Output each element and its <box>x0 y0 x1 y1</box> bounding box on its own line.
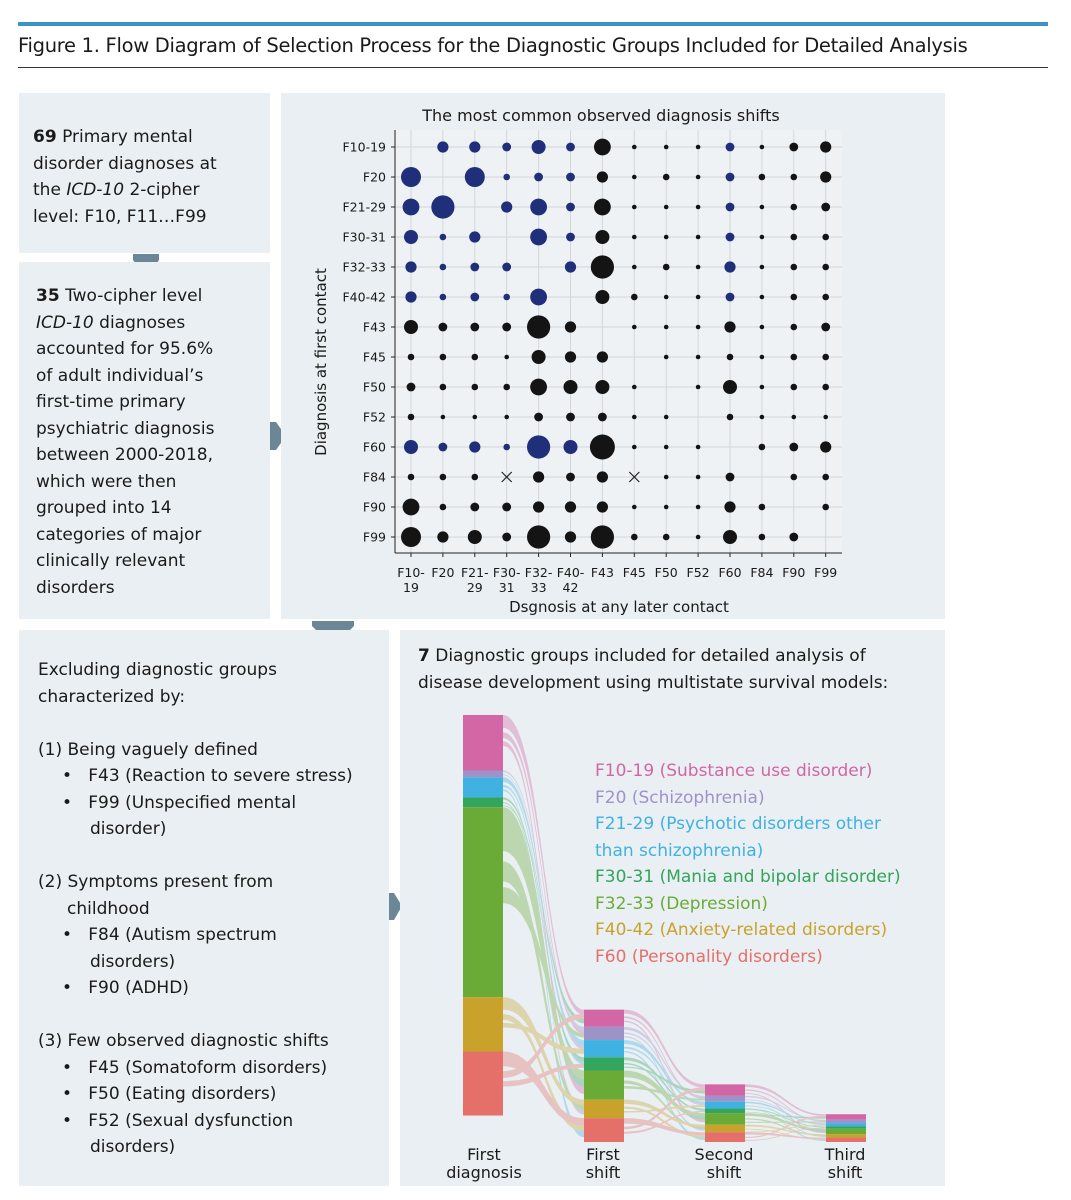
sankey-legend <box>595 758 901 970</box>
exclusion-item-f84: F84 (Autism spectrum <box>88 925 277 945</box>
x-tick-label: F43 <box>590 565 614 580</box>
x-tick-label: F21- <box>460 565 489 580</box>
exclusion-item-f99-cont: disorder) <box>90 819 167 839</box>
x-axis-label: Dsgnosis at any later contact <box>509 598 729 616</box>
sankey-node <box>463 715 503 771</box>
exclusion-item-f52-cont: disorders) <box>90 1137 176 1157</box>
sankey-node <box>584 1071 624 1100</box>
x-tick-label: F40- <box>556 565 585 580</box>
sankey-node <box>705 1096 745 1102</box>
stage-label-first-diagnosis <box>429 1146 539 1182</box>
y-axis-label: Diagnosis at first contact <box>312 268 330 456</box>
legend-item: F30-31 (Mania and bipolar disorder) <box>595 867 901 887</box>
y-tick-label: F99 <box>362 529 386 545</box>
stage-0-line2: diagnosis <box>446 1163 522 1182</box>
x-tick-label-line2: 42 <box>562 580 579 595</box>
stage-label-third-shift <box>790 1146 900 1182</box>
exclusion-group-2-heading: (2) Symptoms present from <box>38 872 274 892</box>
y-tick-label: F10-19 <box>342 139 386 155</box>
sankey-node <box>705 1102 745 1109</box>
legend-item-cont: than schizophrenia) <box>595 840 764 861</box>
primary-count: 69 <box>33 127 57 147</box>
bullet-icon: • <box>62 766 73 786</box>
y-tick-label: F45 <box>362 349 386 365</box>
figure-title: Figure 1. Flow Diagram of Selection Process for the Diagnostic Groups Included for Detailed Analysis <box>18 34 968 57</box>
box2-line1: Two-cipher level <box>59 286 203 306</box>
sankey-node <box>584 1100 624 1119</box>
x-tick-label: F45 <box>622 565 646 580</box>
bullet-icon: • <box>62 1110 73 1131</box>
box1-line3a: the <box>33 180 67 200</box>
box2-line5: first-time primary <box>36 392 186 412</box>
stage-label-second-shift <box>669 1146 779 1182</box>
sankey-node <box>463 997 503 1051</box>
stage-2-line2: shift <box>706 1163 742 1182</box>
box2-line6: psychiatric diagnosis <box>36 418 215 439</box>
included-line1: Diagnostic groups included for detailed analysis of <box>429 646 866 666</box>
sankey-flow <box>745 1084 826 1116</box>
exclusion-item-f52: F52 (Sexual dysfunction <box>88 1110 294 1131</box>
y-tick-label: F21-29 <box>342 199 386 215</box>
box2-line3: accounted for 95.6% <box>36 339 214 359</box>
x-tick-label: F10- <box>397 565 425 580</box>
sankey-node <box>826 1138 866 1142</box>
legend-item: F10-19 (Substance use disorder) <box>595 761 873 781</box>
box2-line12: disorders <box>36 577 115 598</box>
stage-label-first-shift <box>548 1146 658 1182</box>
bullet-icon: • <box>62 1084 73 1104</box>
sankey-node <box>584 1057 624 1070</box>
x-tick-label-line2: 31 <box>498 580 515 595</box>
x-tick-label: F99 <box>814 565 838 580</box>
box1-line4: level: F10, F11…F99 <box>33 206 207 227</box>
exclusion-item-f50: F50 (Eating disorders) <box>88 1084 277 1104</box>
exclusion-item-f43: F43 (Reaction to severe stress) <box>88 766 353 786</box>
bullet-icon: • <box>62 792 73 813</box>
included-line2: disease development using multistate survival models: <box>418 672 889 693</box>
sankey-node <box>826 1114 866 1120</box>
bullet-icon: • <box>62 925 73 945</box>
box2-line11: clinically relevant <box>36 551 186 571</box>
box2-line4: of adult individual’s <box>36 365 204 386</box>
sankey-node <box>463 771 503 778</box>
bullet-icon: • <box>62 978 73 998</box>
stage-2-line1: Second <box>694 1145 754 1164</box>
legend-item: F21-29 (Psychotic disorders other <box>595 814 881 834</box>
x-tick-label: F20 <box>431 565 455 580</box>
y-tick-label: F32-33 <box>342 259 386 275</box>
sankey-node <box>463 777 503 797</box>
exclusion-item-f84-cont: disorders) <box>90 951 176 972</box>
two-cipher-count: 35 <box>36 286 60 306</box>
box1-line3b: 2-cipher <box>124 180 200 200</box>
box1-line3-italic: ICD-10 <box>66 180 125 200</box>
stage-3-line2: shift <box>827 1163 863 1182</box>
sankey-node <box>463 1051 503 1115</box>
sankey-node <box>705 1132 745 1142</box>
sankey-node <box>826 1129 866 1135</box>
sankey-node <box>463 807 503 997</box>
y-tick-label: F40-42 <box>342 289 386 305</box>
included-count: 7 <box>418 646 430 666</box>
exclusion-group-1-heading: (1) Being vaguely defined <box>38 739 258 760</box>
bullet-icon: • <box>62 1057 73 1078</box>
y-tick-label: F52 <box>362 409 386 425</box>
sankey-node <box>584 1118 624 1142</box>
sankey-node <box>826 1123 866 1126</box>
box1-line2: disorder diagnoses at <box>33 153 217 174</box>
sankey-flow <box>503 741 584 1094</box>
exclusion-intro-2: characterized by: <box>38 686 186 707</box>
box2-line2b: diagnoses <box>93 312 186 333</box>
y-tick-label: F20 <box>362 169 386 185</box>
chart-title: The most common observed diagnosis shifts <box>422 106 780 125</box>
exclusion-group-2-heading-cont: childhood <box>67 898 150 919</box>
y-tick-label: F30-31 <box>342 229 386 245</box>
exclusion-intro-1: Excluding diagnostic groups <box>38 660 277 680</box>
x-tick-label: F60 <box>718 565 742 580</box>
box2-line8: which were then <box>36 471 177 492</box>
box2-line7: between 2000-2018, <box>36 445 213 465</box>
sankey-node <box>826 1134 866 1137</box>
sankey-node <box>705 1109 745 1114</box>
legend-item: F32-33 (Depression) <box>595 893 768 914</box>
x-tick-label: F32- <box>524 565 553 580</box>
y-tick-label: F84 <box>362 469 386 485</box>
x-tick-label: F30- <box>492 565 521 580</box>
sankey-node <box>705 1113 745 1125</box>
sankey-flow <box>624 1086 705 1100</box>
box2-line10: categories of major <box>36 524 202 545</box>
exclusion-item-f99: F99 (Unspecified mental <box>88 792 297 813</box>
box2-line9: grouped into 14 <box>36 498 172 518</box>
stage-1-line2: shift <box>585 1163 621 1182</box>
legend-item: F40-42 (Anxiety-related disorders) <box>595 920 888 940</box>
sankey-node <box>584 1010 624 1027</box>
box1-line1: Primary mental <box>56 127 193 147</box>
stage-1-line1: First <box>586 1145 620 1164</box>
box2-line2-italic: ICD-10 <box>36 312 94 333</box>
sankey-node <box>705 1125 745 1132</box>
x-tick-label: F84 <box>750 565 774 580</box>
y-tick-label: F90 <box>362 499 386 515</box>
sankey-node <box>584 1040 624 1057</box>
sankey-node <box>463 797 503 807</box>
exclusion-item-f45: F45 (Somatoform disorders) <box>88 1057 328 1078</box>
exclusion-group-3-heading: (3) Few observed diagnostic shifts <box>38 1031 329 1051</box>
x-tick-label-line2: 19 <box>403 580 419 595</box>
x-tick-label-line2: 29 <box>466 580 483 595</box>
stage-3-line1: Third <box>824 1145 866 1164</box>
stage-0-line1: First <box>467 1145 501 1164</box>
legend-item: F20 (Schizophrenia) <box>595 787 765 808</box>
exclusion-item-f90: F90 (ADHD) <box>88 978 189 998</box>
x-tick-label-line2: 33 <box>530 580 547 595</box>
sankey-node <box>705 1084 745 1096</box>
sankey-node <box>584 1027 624 1040</box>
y-tick-label: F43 <box>362 319 386 335</box>
sankey-node <box>826 1126 866 1128</box>
y-tick-label: F60 <box>362 439 386 455</box>
x-tick-label: F52 <box>686 565 710 580</box>
sankey-node <box>826 1120 866 1123</box>
x-tick-label: F90 <box>782 565 806 580</box>
y-tick-label: F50 <box>362 379 386 395</box>
x-tick-label: F50 <box>654 565 678 580</box>
legend-item: F60 (Personality disorders) <box>595 946 823 967</box>
